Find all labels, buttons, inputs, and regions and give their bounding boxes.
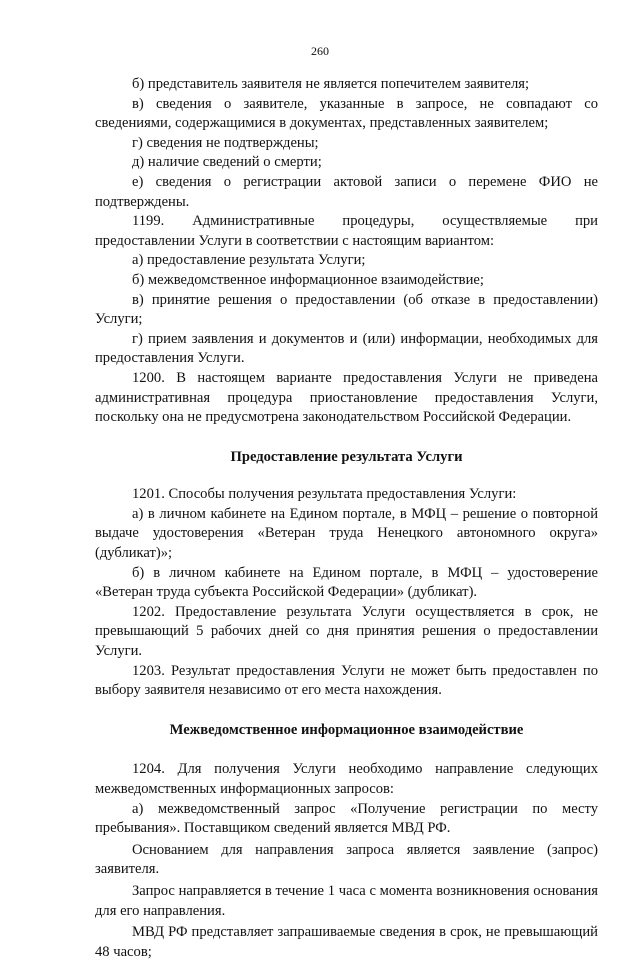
- document-body: [95, 75, 598, 962]
- paragraph-1202: 1202. Предоставление результата Услуги осуществляется в срок, не превышающий 5 рабочих дней со дня принятия решения о предоставлении Услуги.: [95, 603, 598, 660]
- paragraph-1199-item-b: б) межведомственное информационное взаимодействие;: [132, 271, 484, 288]
- paragraph-1200: 1200. В настоящем варианте предоставления Услуги не приведена административная процедура приостановление предоставления Услуги, поскольку она не предусмотрена законодательством Российской Федерации.: [95, 369, 598, 426]
- paragraph-1204-response: МВД РФ представляет запрашиваемые сведения в срок, не превышающий 48 часов;: [95, 924, 598, 960]
- paragraph-1199-item-v: в) принятие решения о предоставлении (об отказе в предоставлении) Услуги;: [95, 291, 598, 328]
- clause-b: б) представитель заявителя не является попечителем заявителя;: [132, 76, 530, 92]
- clause-d: д) наличие сведений о смерти;: [132, 154, 322, 171]
- clause-g: г) сведения не подтверждены;: [132, 134, 319, 151]
- section-heading-interaction: Межведомственное информационное взаимодействие: [169, 721, 524, 738]
- clause-e: е) сведения о регистрации актовой записи о перемене ФИО не подтверждены.: [95, 173, 598, 210]
- paragraph-1204-timing: Запрос направляется в течение 1 часа с момента возникновения основания для его направления.: [95, 882, 598, 919]
- paragraph-1199-item-g: г) прием заявления и документов и (или) информации, необходимых для предоставления Услуги.: [95, 330, 598, 367]
- paragraph-1201-item-b: б) в личном кабинете на Едином портале, в МФЦ – удостоверение «Ветеран труда субъекта Российской Федерации» (дубликат).: [95, 564, 598, 601]
- paragraph-1201-item-a: а) в личном кабинете на Едином портале, в МФЦ – решение о повторной выдаче удостоверения «Ветеран труда Ненецкого автономного округа» (дубликат)»;: [95, 505, 598, 562]
- paragraph-1201-lead: 1201. Способы получения результата предоставления Услуги:: [132, 486, 517, 503]
- paragraph-1204-basis: Основанием для направления запроса является заявление (запрос) заявителя.: [95, 841, 598, 878]
- clause-v: в) сведения о заявителе, указанные в запросе, не совпадают со сведениями, содержащимися в документах, представленных заявителем;: [95, 95, 598, 132]
- section-heading-result: Предоставление результата Услуги: [230, 448, 463, 465]
- paragraph-1199-item-a: а) предоставление результата Услуги;: [132, 252, 366, 269]
- paragraph-1203: 1203. Результат предоставления Услуги не может быть предоставлен по выбору заявителя независимо от его места нахождения.: [95, 662, 598, 699]
- paragraph-1199-lead: 1199. Административные процедуры, осуществляемые при предоставлении Услуги в соответствии с настоящим вариантом:: [95, 213, 598, 249]
- paragraph-1204-lead: 1204. Для получения Услуги необходимо направление следующих межведомственных информационных запросов:: [95, 761, 598, 797]
- page-number: 260: [311, 44, 329, 58]
- paragraph-1204-item-a: а) межведомственный запрос «Получение регистрации по месту пребывания». Поставщиком сведений является МВД РФ.: [95, 800, 598, 837]
